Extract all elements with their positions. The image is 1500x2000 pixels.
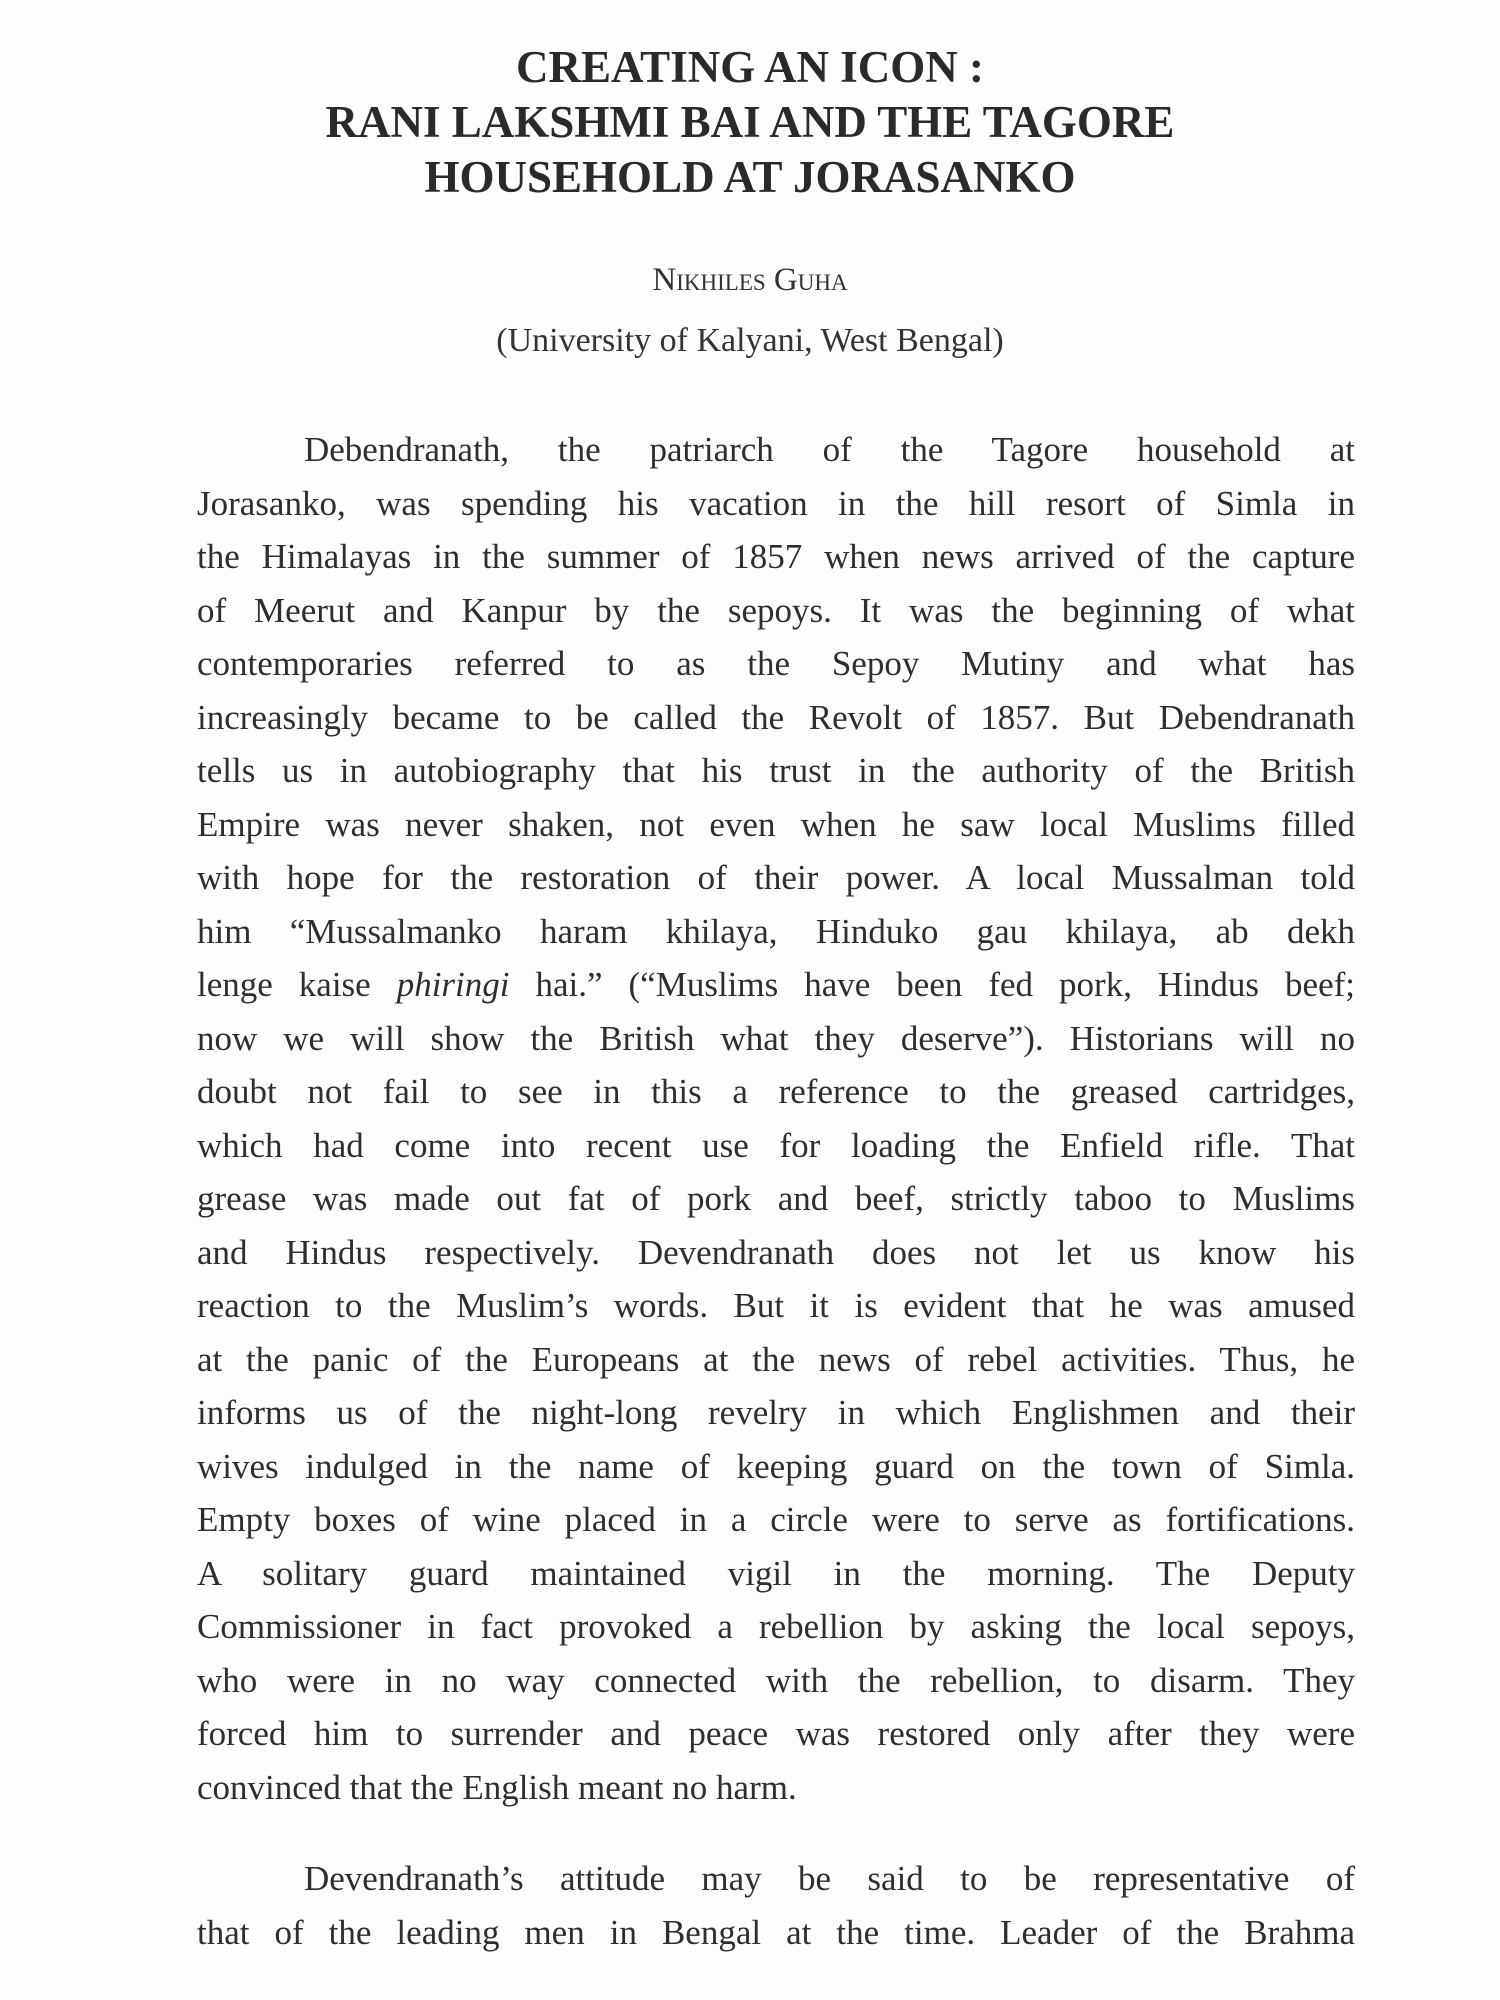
text-line: convinced that the English meant no harm. [197,1767,797,1807]
text-line: increasingly became to be called the Revolt of 1857. But Debendranath [197,697,1355,737]
title-line: HOUSEHOLD AT JORASANKO [424,152,1076,202]
text-line: grease was made out fat of pork and beef, strictly taboo to Muslims [197,1179,1355,1218]
article-title [0,40,1500,205]
author-name: Nikhiles Guha [652,262,848,298]
paragraph [197,1852,1355,1959]
text-segment: lenge kaise [197,965,397,1004]
text-line: which had come into recent use for loading the Enfield rifle. That [197,1125,1355,1165]
text-line: Debendranath, the patriarch of the Tagore household at [304,430,1355,469]
text-line: that of the leading men in Bengal at the time. Leader of the Brahma [197,1912,1355,1952]
text-line: Commissioner in fact provoked a rebellion by asking the local sepoys, [197,1607,1355,1646]
text-line: tells us in autobiography that his trust in the authority of the British [197,751,1355,790]
text-line: Empire was never shaken, not even when he saw local Muslims filled [197,804,1355,844]
text-line: Devendranath’s attitude may be said to be representative of [304,1859,1355,1898]
title-line: CREATING AN ICON : [516,42,984,92]
italic-term: phiringi [396,965,510,1004]
text-line: him “Mussalmanko haram khilaya, Hinduko gau khilaya, ab dekh [197,911,1355,951]
text-line [197,958,1355,1012]
text-line: informs us of the night-long revelry in which Englishmen and their [197,1393,1355,1432]
text-line: Jorasanko, was spending his vacation in the hill resort of Simla in [197,483,1355,523]
text-line: forced him to surrender and peace was restored only after they were [197,1714,1355,1753]
author-affiliation: (University of Kalyani, West Bengal) [496,322,1004,359]
text-line: reaction to the Muslim’s words. But it is evident that he was amused [197,1286,1355,1325]
title-line: RANI LAKSHMI BAI AND THE TAGORE [325,97,1175,147]
paragraph [197,423,1355,1814]
text-line: and Hindus respectively. Devendranath does not let us know his [197,1232,1355,1272]
text-segment: hai.” (“Muslims have been fed pork, Hindus beef; [509,965,1355,1004]
text-line: the Himalayas in the summer of 1857 when news arrived of the capture [197,537,1355,576]
text-line: doubt not fail to see in this a reference to the greased cartridges, [197,1072,1355,1111]
text-line: with hope for the restoration of their power. A local Mussalman told [197,858,1355,897]
text-line: wives indulged in the name of keeping guard on the town of Simla. [197,1446,1355,1486]
text-line: Empty boxes of wine placed in a circle were to serve as fortifications. [197,1500,1355,1539]
text-line: contemporaries referred to as the Sepoy Mutiny and what has [197,644,1355,683]
text-line: at the panic of the Europeans at the news of rebel activities. Thus, he [197,1339,1355,1379]
text-line: who were in no way connected with the rebellion, to disarm. They [197,1660,1355,1700]
text-line: now we will show the British what they deserve”). Historians will no [197,1018,1355,1058]
text-line: A solitary guard maintained vigil in the morning. The Deputy [197,1553,1355,1593]
text-line: of Meerut and Kanpur by the sepoys. It was the beginning of what [197,590,1355,630]
